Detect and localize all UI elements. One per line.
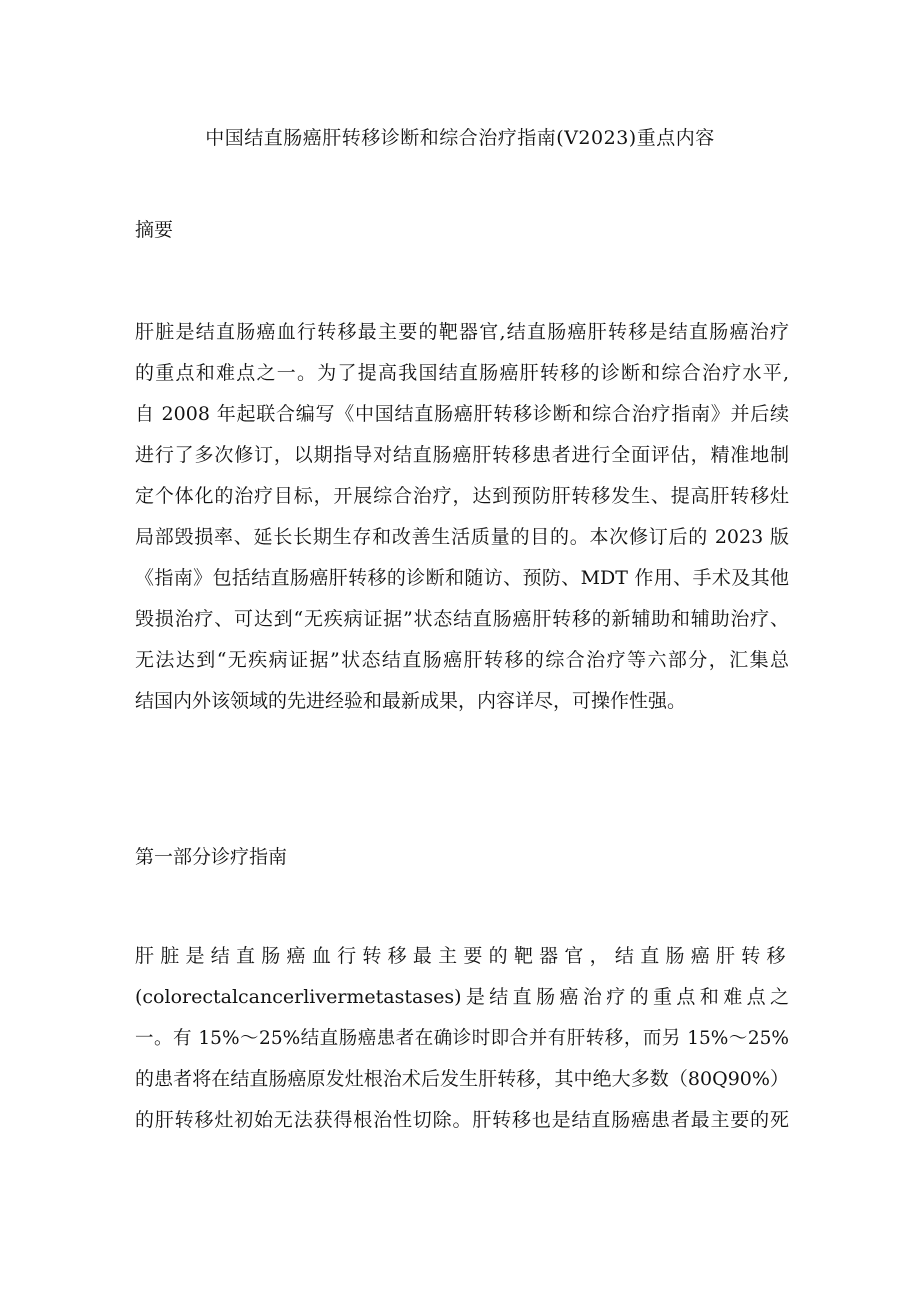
section-heading-part-one: 第一部分诊疗指南 [135,846,288,868]
text-line: 肝脏是结直肠癌血行转移最主要的靶器官，结直肠癌肝转移 [135,945,789,967]
text-line: 进行了多次修订，以期指导对结直肠癌肝转移患者进行全面评估，精准地制 [135,444,789,466]
part-one-paragraph [135,936,789,1141]
text-line: (colorectalcancerlivermetastases)是结直肠癌治疗的重点和难点之 [135,986,789,1008]
text-line: 一。有 15%～25%结直肠癌患者在确诊时即合并有肝转移，而另 15%～25% [135,1028,789,1049]
text-line: 的重点和难点之一。为了提高我国结直肠癌肝转移的诊断和综合治疗水平, [135,362,789,384]
text-line: 结国内外该领域的先进经验和最新成果，内容详尽，可操作性强。 [135,690,687,712]
text-line: 肝脏是结直肠癌血行转移最主要的靶器官,结直肠癌肝转移是结直肠癌治疗 [135,321,789,343]
text-line: 的患者将在结直肠癌原发灶根治术后发生肝转移，其中绝大多数（80Q90%） [135,1068,789,1090]
text-line: 自 2008 年起联合编写《中国结直肠癌肝转移诊断和综合治疗指南》并后续 [135,403,789,425]
document-title: 中国结直肠癌肝转移诊断和综合治疗指南(V2023)重点内容 [205,127,715,149]
text-line: 《指南》包括结直肠癌肝转移的诊断和随访、预防、MDT 作用、手术及其他 [135,567,789,589]
text-line: 局部毁损率、延长长期生存和改善生活质量的目的。本次修订后的 2023 版 [135,526,789,548]
abstract-paragraph [135,312,789,722]
section-heading-abstract: 摘要 [135,219,174,241]
text-line: 毁损治疗、可达到“无疾病证据”状态结直肠癌肝转移的新辅助和辅助治疗、 [135,608,789,630]
text-line: 定个体化的治疗目标，开展综合治疗，达到预防肝转移发生、提高肝转移灶 [135,485,789,507]
text-line: 的肝转移灶初始无法获得根治性切除。肝转移也是结直肠癌患者最主要的死 [135,1109,789,1131]
text-line: 无法达到“无疾病证据”状态结直肠癌肝转移的综合治疗等六部分，汇集总 [135,649,789,671]
